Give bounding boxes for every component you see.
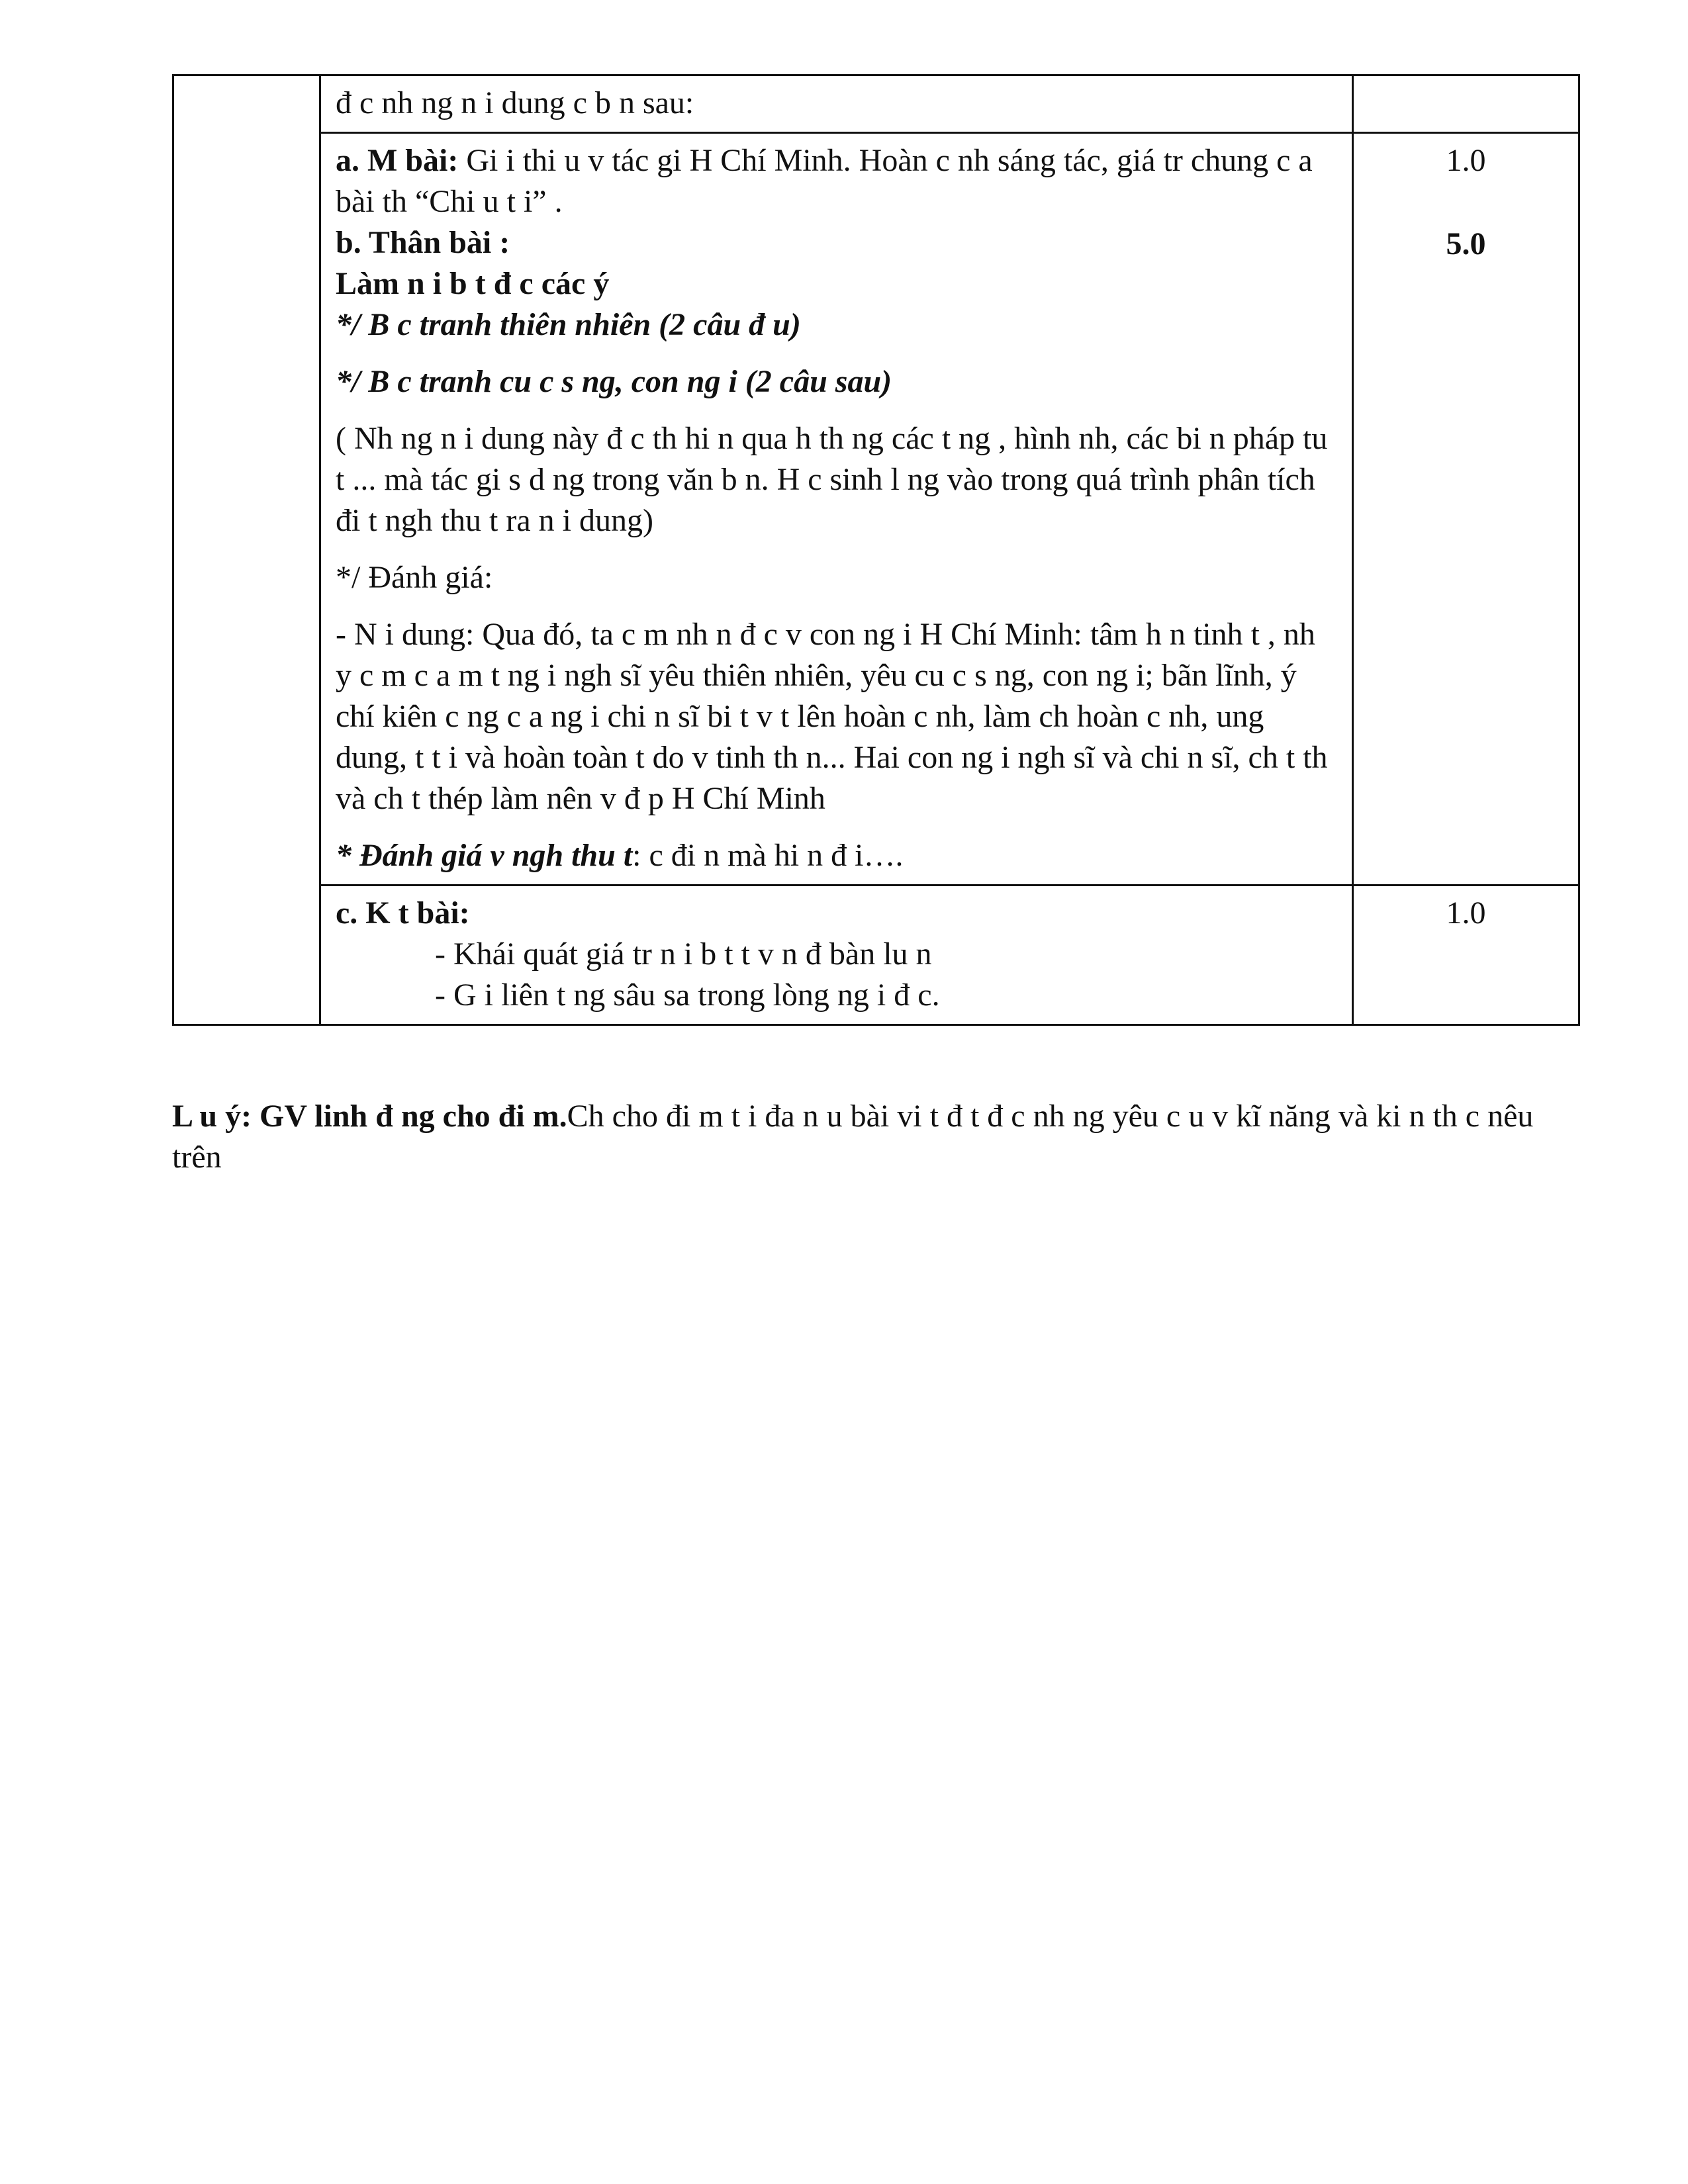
mo-bai-block — [336, 140, 1337, 222]
ket-bai-line-1: - Khái quát giá tr n i b t t v n đ bàn lu n — [435, 936, 932, 972]
ket-bai-label: c. K t bài: — [336, 895, 470, 931]
body-content-cell — [320, 133, 1353, 886]
table-row — [173, 75, 1579, 133]
than-bai-point-2: */ B c tranh cu c s ng, con ng i (2 câu sau) — [336, 364, 892, 399]
intro-text: đ c nh ng n i dung c b n sau: — [336, 85, 694, 120]
teacher-note — [172, 1096, 1578, 1178]
than-bai-point-1: */ B c tranh thiên nhiên (2 câu đ u) — [336, 307, 801, 342]
table-row — [173, 133, 1579, 886]
conclusion-cell — [320, 886, 1353, 1025]
content-evaluation: - N i dung: Qua đó, ta c m nh n đ c v con ng i H Chí Minh: tâm h n tinh t , nh y c m c a m t ng i ngh sĩ yêu thiên nhiên, yêu cu c s ng, con ng i; bãn lĩnh, ý chí kiên c ng c a ng i chi n sĩ bi t v t lên hoàn c nh, làm ch hoàn c nh, ung dung, t t i và hoàn toàn t do v tinh th n... Hai con ng i ngh sĩ và chi n sĩ, ch t th và ch t thép làm nên v đ p H Chí Minh — [336, 617, 1328, 816]
intro-cell — [320, 75, 1353, 133]
than-bai-lead: Làm n i b t đ c các ý — [336, 266, 610, 301]
eval-heading: */ Đánh giá: — [336, 560, 493, 595]
art-evaluation — [336, 835, 1337, 876]
side-column-cell — [173, 75, 320, 1025]
art-eval-label: * Đánh giá v ngh thu t — [336, 838, 633, 873]
than-bai-explain: ( Nh ng n i dung này đ c th hi n qua h th ng các t ng , hình nh, các bi n pháp tu t ... mà tác gi s d ng trong văn b n. H c sinh l ng vào trong quá trình phân tích đi t ngh thu t ra n i dung) — [336, 421, 1328, 538]
mo-bai-text: Gi i thi u v tác gi H Chí Minh. Hoàn c nh sáng tác, giá tr chung c a bài th “Chi u t i” . — [336, 143, 1313, 219]
score-mo-bai: 1.0 — [1446, 143, 1486, 178]
score-ket-bai: 1.0 — [1446, 895, 1486, 931]
score-than-bai: 5.0 — [1446, 226, 1486, 261]
than-bai-label: b. Thân bài : — [336, 225, 510, 260]
score-spacer — [1368, 181, 1564, 224]
table-row — [173, 886, 1579, 1025]
empty-score-cell — [1353, 75, 1579, 133]
score-cell-body — [1353, 133, 1579, 886]
note-label: L u ý: GV linh đ ng cho đi m. — [172, 1099, 567, 1134]
ket-bai-line-2: - G i liên t ng sâu sa trong lòng ng i đ c. — [435, 978, 940, 1013]
score-cell-conclusion — [1353, 886, 1579, 1025]
mo-bai-label: a. M bài: — [336, 143, 459, 178]
art-eval-text: : c đi n mà hi n đ i…. — [632, 838, 904, 873]
grading-table — [172, 74, 1580, 1026]
note-text: Ch cho đi m t i đa n u bài vi t đ t đ c nh ng yêu c u v kĩ năng và ki n th c nêu trên — [172, 1099, 1534, 1175]
